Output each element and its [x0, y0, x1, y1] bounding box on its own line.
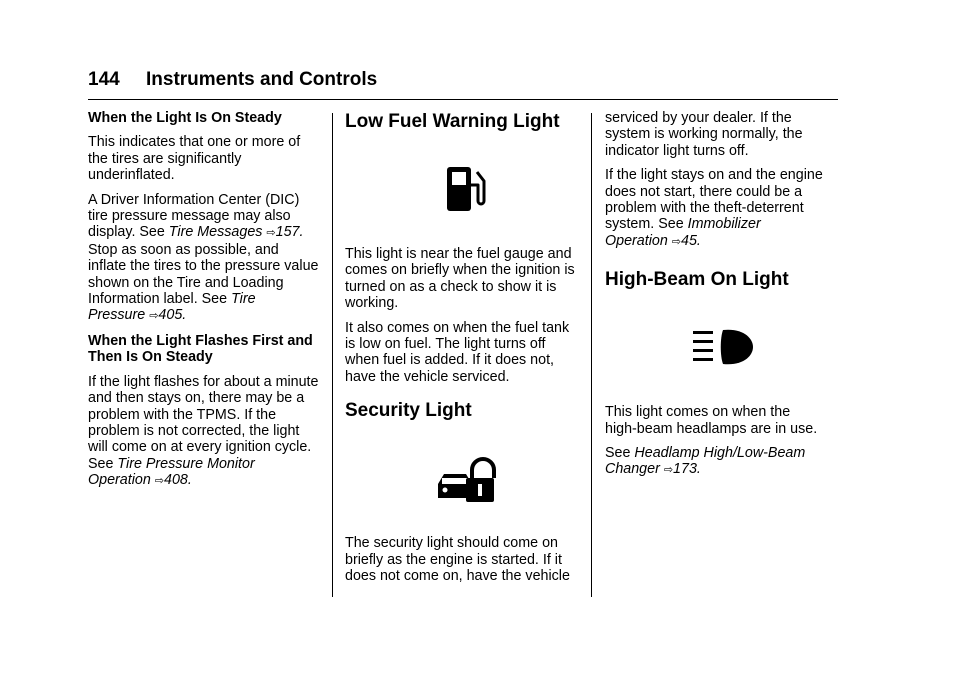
- column-3: [605, 110, 840, 487]
- page-ref-icon: ⇨: [663, 464, 674, 477]
- column-2: [345, 110, 585, 592]
- page-ref-icon: ⇨: [266, 227, 276, 240]
- high-beam-heading: High-Beam On Light: [605, 269, 789, 291]
- high-beam-paragraph: This light comes on when the high-beam headlamps are in use.: [605, 404, 818, 437]
- page-ref-157[interactable]: 157: [275, 224, 300, 241]
- page-ref-405[interactable]: 405: [158, 307, 183, 324]
- flash-paragraph: If the light flashes for about a minute and then stays on, there may be a problem with the TPMS. If the problem is not corrected, the light will come on at every ignition cycle. See Tire Pressure Monitor Operation ⇨408.: [88, 373, 319, 489]
- security-heading: Security Light: [345, 400, 472, 422]
- page-ref-icon: ⇨: [154, 475, 164, 488]
- high-beam-see-paragraph: See Headlamp High/Low-Beam Changer ⇨173.: [605, 445, 806, 478]
- low-fuel-heading: Low Fuel Warning Light: [345, 111, 560, 132]
- immobilizer-link[interactable]: Immobilizer: [687, 216, 761, 233]
- security-continued-paragraph: serviced by your dealer. If the system is working normally, the indicator light turns off.: [605, 110, 803, 159]
- page-ref-45[interactable]: 45: [681, 232, 697, 249]
- column-divider-2: [591, 113, 592, 597]
- column-divider-1: [332, 113, 333, 597]
- steady-heading: When the Light Is On Steady: [88, 110, 282, 126]
- security-lock-icon: [345, 433, 585, 529]
- engine-start-paragraph: If the light stays on and the engine does not start, there could be a problem with the theft-deterrent system. See Immobilizer Operation ⇨45.: [605, 167, 823, 249]
- fuel-pump-icon: [345, 144, 585, 234]
- security-paragraph: The security light should come on briefly as the engine is started. If it does not come on, have the vehicle: [345, 535, 570, 585]
- tire-pressure-link[interactable]: Tire: [231, 291, 256, 308]
- low-fuel-paragraph-2: It also comes on when the fuel tank is low on fuel. The light turns off when fuel is added. If it does not, have the vehicle serviced.: [345, 319, 570, 385]
- tire-messages-link[interactable]: Tire Messages: [168, 224, 263, 241]
- page-header: [88, 69, 838, 100]
- low-fuel-paragraph-1: This light is near the fuel gauge and comes on briefly when the ignition is turned on as a check to show it is working.: [345, 246, 575, 312]
- headlamp-changer-link[interactable]: Headlamp High/Low-Beam: [634, 445, 806, 462]
- column-1: [88, 110, 324, 498]
- high-beam-icon: [605, 302, 840, 394]
- flash-heading: When the Light Flashes First and Then Is On Steady: [88, 332, 313, 366]
- page-ref-icon: ⇨: [671, 235, 681, 248]
- page-title: Instruments and Controls: [146, 69, 378, 90]
- tpms-operation-link[interactable]: Tire Pressure Monitor: [117, 455, 255, 472]
- steady-paragraph-2: A Driver Information Center (DIC) tire pressure message may also display. See Tire Messages ⇨157. Stop as soon as possible, and inflate the tires to the pressure value shown on the Tire and Loading Information label. See Tire Pressure ⇨405.: [88, 191, 319, 324]
- page-number: 144: [88, 69, 120, 90]
- page-ref-icon: ⇨: [149, 310, 159, 323]
- page-ref-173[interactable]: 173: [673, 461, 697, 478]
- page-ref-408[interactable]: 408: [164, 472, 188, 489]
- steady-paragraph-1: This indicates that one or more of the tires are significantly underinflated.: [88, 134, 301, 184]
